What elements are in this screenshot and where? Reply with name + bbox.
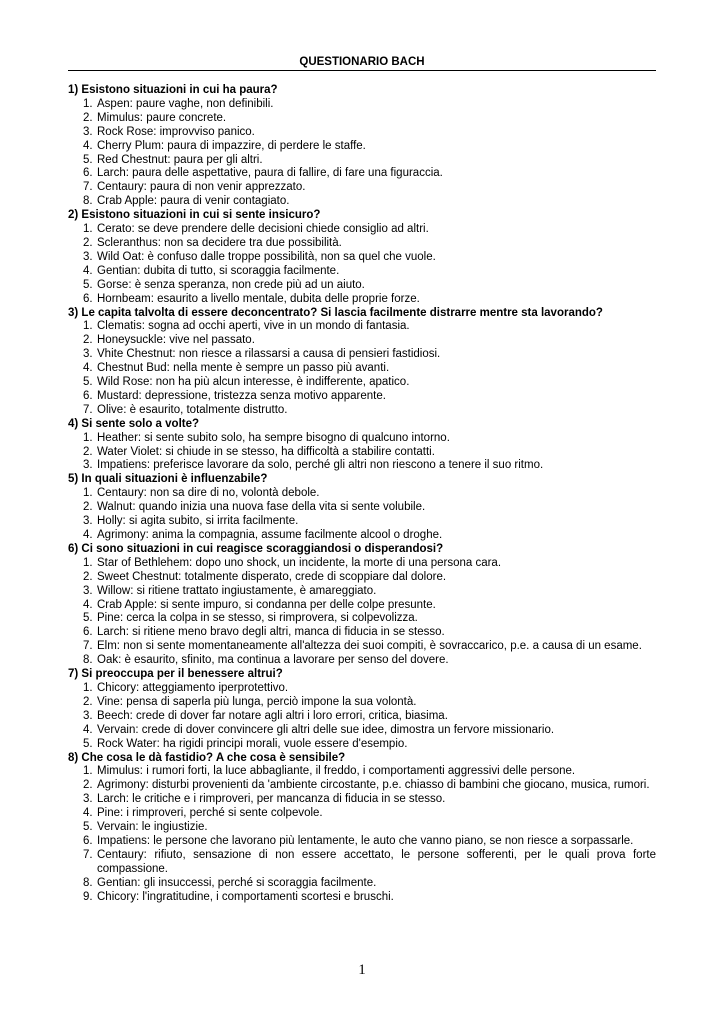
item-text: Holly: si agita subito, si irrita facilmente. [97,515,299,528]
item-text: Rock Rose: improvviso panico. [97,125,255,138]
list-item [68,154,656,168]
list-item [68,891,656,905]
page-number: 1 [358,962,366,978]
item-number: 4. [83,529,93,541]
list-item [68,432,656,446]
list-item [68,98,656,112]
list-item [68,390,656,404]
item-text: Larch: paura delle aspettative, paura di fallire, di fare una figuraccia. [97,167,443,180]
list-item [68,237,656,251]
item-text: Pine: i rimproveri, perché si sente colpevole. [97,807,323,820]
item-number: 2. [83,236,93,249]
question-heading: 5) In quali situazioni è influenzabile? [68,473,268,486]
list-item [68,404,656,418]
item-text: Vervain: crede di dover convincere gli altri delle sue idee, dimostra un fervore missionario. [97,723,555,736]
question-heading: 6) Ci sono situazioni in cui reagisce scoraggiandosi o disperandosi? [68,542,444,555]
item-text: Chestnut Bud: nella mente è sempre un passo più avanti. [97,362,390,375]
list-item [68,265,656,279]
item-number: 1. [83,97,93,110]
list-item [68,849,656,877]
item-number: 6. [83,626,93,639]
question-section [68,473,656,543]
item-text: Olive: è esaurito, totalmente distrutto. [97,403,288,416]
item-text: Crab Apple: si sente impuro, si condanna per delle colpe presunte. [97,598,436,611]
item-number: 5. [83,278,93,291]
list-item [68,612,656,626]
list-item [68,571,656,585]
item-text: Mustard: depressione, tristezza senza motivo apparente. [97,389,386,402]
item-number: 5. [83,376,93,389]
item-number: 4. [83,264,93,277]
item-number: 4. [83,807,93,820]
item-number: 6. [83,834,93,847]
item-text: Centaury: paura di non venir apprezzato. [97,181,306,194]
item-number: 7. [83,403,93,416]
item-number: 5. [83,821,93,834]
item-text: Centaury: rifiuto, sensazione di non essere accettato, le persone sofferenti, per le quali prova forte compassione. [97,848,656,875]
item-text: Elm: non si sente momentaneamente all'altezza dei suoi compiti, è sovraccarico, p.e. a causa di un esame. [97,640,642,653]
list-item [68,195,656,209]
list-item [68,487,656,501]
item-text: Centaury: non sa dire di no, volontà debole. [97,487,320,500]
item-number: 9. [83,890,93,903]
question-heading: 3) Le capita talvolta di essere deconcentrato? Si lascia facilmente distrarre mentre sta lavorando? [68,306,603,319]
item-text: Cherry Plum: paura di impazzire, di perdere le staffe. [97,139,366,152]
item-text: Gentian: gli insuccessi, perché si scoraggia facilmente. [97,876,377,889]
question-heading: 2) Esistono situazioni in cui si sente insicuro? [68,209,321,222]
list-item [68,682,656,696]
list-item [68,640,656,654]
list-item [68,293,656,307]
item-number: 2. [83,695,93,708]
item-text: Water Violet: si chiude in se stesso, ha difficoltà a stabilire contatti. [97,445,435,458]
item-text: Vhite Chestnut: non riesce a rilassarsi a causa di pensieri fastidiosi. [97,348,441,361]
list-item [68,279,656,293]
list-item [68,877,656,891]
item-number: 2. [83,570,93,583]
list-item [68,654,656,668]
list-item [68,251,656,265]
list-item [68,112,656,126]
item-number: 1. [83,681,93,694]
list-item [68,710,656,724]
question-section [68,668,656,751]
list-item [68,376,656,390]
list-item [68,585,656,599]
item-text: Beech: crede di dover far notare agli altri i loro errori, critica, biasima. [97,709,448,722]
list-item [68,793,656,807]
item-text: Oak: è esaurito, sfinito, ma continua a lavorare per senso del dovere. [97,654,449,667]
item-number: 3. [83,515,93,528]
answer-list [68,320,656,417]
list-item [68,599,656,613]
answer-list [68,487,656,543]
question-section [68,307,656,418]
item-text: Gorse: è senza speranza, non crede più ad un aiuto. [97,278,365,291]
item-text: Mimulus: i rumori forti, la luce abbagliante, il freddo, i comportamenti aggressivi delle persone. [97,765,576,778]
list-item [68,320,656,334]
item-text: Crab Apple: paura di venir contagiato. [97,195,290,208]
item-number: 7. [83,848,93,861]
item-number: 2. [83,445,93,458]
answer-list [68,98,656,209]
list-item [68,807,656,821]
item-number: 3. [83,125,93,138]
question-heading: 1) Esistono situazioni in cui ha paura? [68,84,278,96]
item-number: 3. [83,250,93,263]
item-number: 1. [83,320,93,333]
item-text: Agrimony: anima la compagnia, assume facilmente alcool o droghe. [97,529,443,541]
item-number: 5. [83,612,93,625]
item-number: 1. [83,431,93,444]
list-item [68,821,656,835]
item-text: Chicory: atteggiamento iperprotettivo. [97,681,289,694]
item-number: 4. [83,139,93,152]
item-text: Willow: si ritiene trattato ingiustamente, è amareggiato. [97,584,377,597]
item-text: Sweet Chestnut: totalmente disperato, crede di scoppiare dal dolore. [97,570,447,583]
list-item [68,696,656,710]
list-item [68,167,656,181]
item-number: 2. [83,501,93,514]
answer-list [68,557,656,668]
item-text: Larch: si ritiene meno bravo degli altri, manca di fiducia in se stesso. [97,626,445,639]
list-item [68,223,656,237]
list-item [68,140,656,154]
list-item [68,181,656,195]
list-item [68,126,656,140]
document-title: QUESTIONARIO BACH [299,56,425,68]
item-text: Gentian: dubita di tutto, si scoraggia facilmente. [97,264,340,277]
item-number: 7. [83,181,93,194]
item-text: Rock Water: ha rigidi principi morali, vuole essere d'esempio. [97,737,408,750]
item-text: Clematis: sogna ad occhi aperti, vive in un mondo di fantasia. [97,320,410,333]
list-item [68,779,656,793]
item-number: 8. [83,876,93,889]
item-text: Hornbeam: esaurito a livello mentale, dubita delle proprie forze. [97,292,420,305]
item-number: 1. [83,765,93,778]
item-number: 7. [83,640,93,653]
item-number: 2. [83,779,93,792]
item-number: 8. [83,654,93,667]
list-item [68,334,656,348]
question-section [68,418,656,474]
item-number: 4. [83,362,93,375]
item-number: 6. [83,292,93,305]
item-text: Wild Rose: non ha più alcun interesse, è indifferente, apatico. [97,376,410,389]
item-number: 3. [83,459,93,472]
question-heading: 7) Si preoccupa per il benessere altrui? [68,668,283,681]
list-item [68,446,656,460]
item-text: Star of Bethlehem: dopo uno shock, un incidente, la morte di una persona cara. [97,556,502,569]
item-text: Heather: si sente subito solo, ha sempre bisogno di qualcuno intorno. [97,431,450,444]
answer-list [68,432,656,474]
item-number: 6. [83,167,93,180]
item-text: Scleranthus: non sa decidere tra due possibilità. [97,236,342,249]
item-number: 5. [83,153,93,166]
item-number: 6. [83,389,93,402]
item-text: Mimulus: paure concrete. [97,111,227,124]
item-number: 2. [83,334,93,347]
list-item [68,626,656,640]
list-item [68,362,656,376]
answer-list [68,765,656,904]
item-number: 1. [83,223,93,236]
item-text: Agrimony: disturbi provenienti da 'ambiente circostante, p.e. chiasso di bambini che giocano, musica, rumori. [97,779,650,792]
item-text: Impatiens: preferisce lavorare da solo, perché gli altri non riescono a tenere il suo ritmo. [97,459,544,472]
item-text: Red Chestnut: paura per gli altri. [97,153,263,166]
answer-list [68,682,656,752]
item-number: 3. [83,793,93,806]
item-number: 3. [83,709,93,722]
item-number: 8. [83,195,93,208]
item-text: Larch: le critiche e i rimproveri, per mancanza di fiducia in se stesso. [97,793,446,806]
item-text: Vervain: le ingiustizie. [97,821,208,834]
question-section [68,209,656,306]
question-heading: 4) Si sente solo a volte? [68,417,200,430]
item-text: Pine: cerca la colpa in se stesso, si rimprovera, si colpevolizza. [97,612,418,625]
item-text: Vine: pensa di saperla più lunga, perciò impone la sua volontà. [97,695,417,708]
list-item [68,738,656,752]
title-divider [68,70,656,71]
item-text: Cerato: se deve prendere delle decisioni chiede consiglio ad altri. [97,223,429,236]
questionnaire-content [68,84,656,904]
item-text: Aspen: paure vaghe, non definibili. [97,97,274,110]
list-item [68,348,656,362]
answer-list [68,223,656,306]
question-heading: 8) Che cosa le dà fastidio? A che cosa è sensibile? [68,751,346,764]
item-text: Honeysuckle: vive nel passato. [97,334,255,347]
item-text: Wild Oat: è confuso dalle troppe possibilità, non sa quel che vuole. [97,250,436,263]
list-item [68,835,656,849]
item-number: 3. [83,348,93,361]
list-item [68,765,656,779]
item-text: Chicory: l'ingratitudine, i comportamenti scortesi e bruschi. [97,890,394,903]
item-number: 4. [83,598,93,611]
item-number: 3. [83,584,93,597]
item-number: 5. [83,737,93,750]
item-number: 1. [83,487,93,500]
list-item [68,515,656,529]
list-item [68,724,656,738]
list-item [68,459,656,473]
item-number: 2. [83,111,93,124]
list-item [68,557,656,571]
question-section [68,543,656,668]
question-section [68,84,656,209]
question-section [68,752,656,905]
item-number: 1. [83,556,93,569]
list-item [68,529,656,543]
list-item [68,501,656,515]
item-text: Walnut: quando inizia una nuova fase della vita si sente volubile. [97,501,426,514]
item-text: Impatiens: le persone che lavorano più lentamente, le auto che vanno piano, se non riesce a sorpassarle. [97,834,634,847]
item-number: 4. [83,723,93,736]
